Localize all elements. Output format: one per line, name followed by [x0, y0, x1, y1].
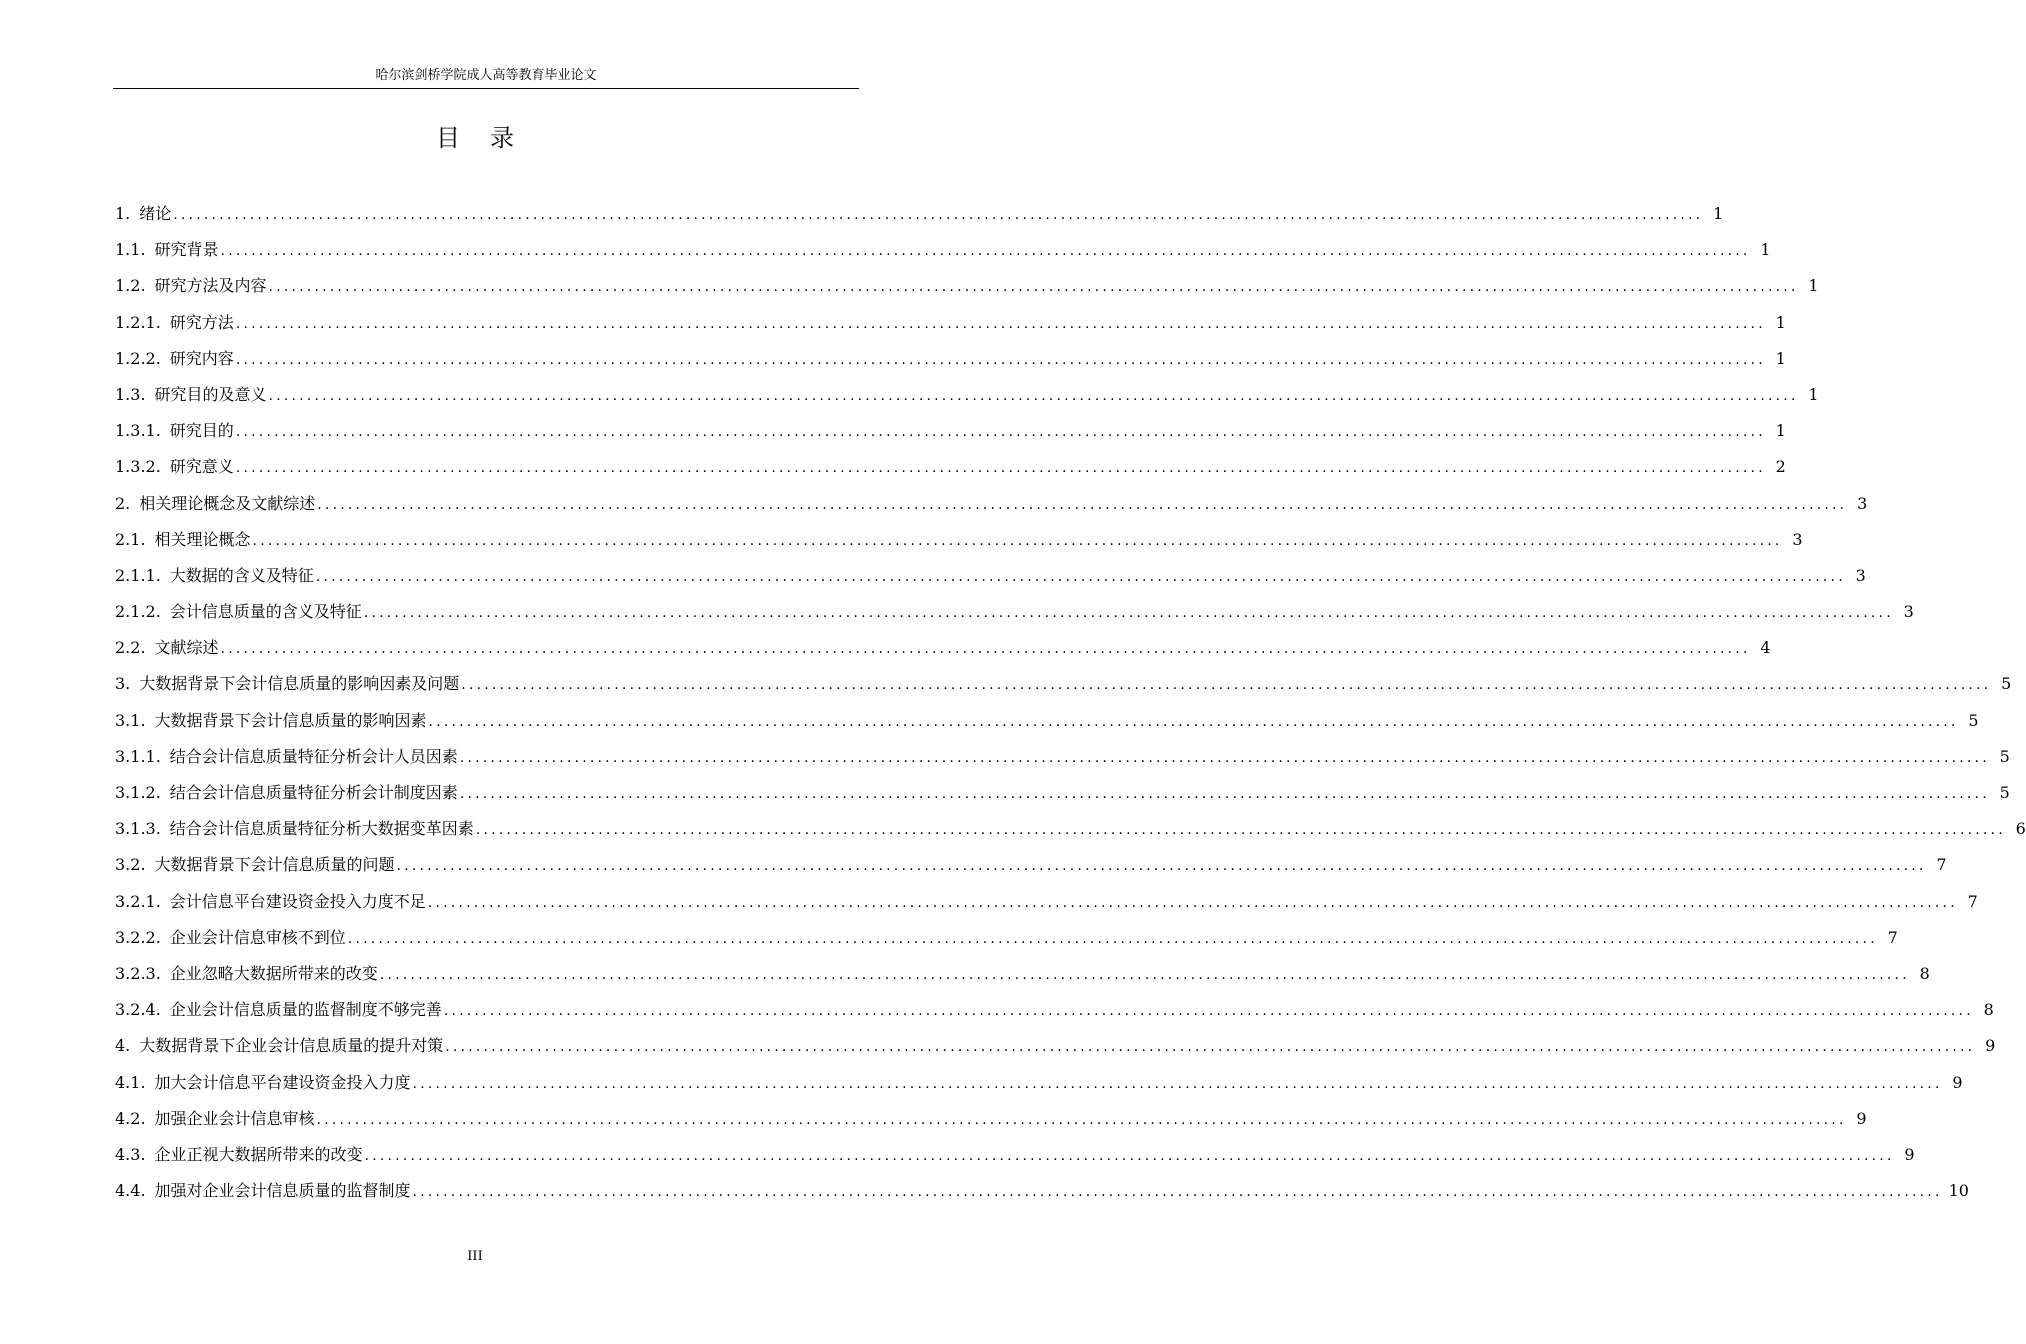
dot-leader: ........................................................................................................................................................................................................ [412, 1075, 1943, 1092]
toc-entry[interactable] [115, 345, 1786, 381]
dot-leader: ........................................................................................................................................................................................................ [379, 966, 1910, 983]
toc-entry-page: 9 [1904, 1144, 1915, 1164]
header-text: 哈尔滨剑桥学院成人高等教育毕业论文 [375, 68, 597, 83]
toc-entry-label: 企业会计信息质量的监督制度不够完善 [169, 1000, 442, 1020]
toc-entry-page: 5 [1999, 746, 2010, 766]
toc-entry[interactable] [115, 707, 1979, 743]
toc-entry[interactable] [115, 1141, 1915, 1177]
toc-entry-label: 结合会计信息质量特征分析大数据变革因素 [169, 819, 474, 839]
toc-entry-page: 1 [1760, 240, 1771, 260]
toc-entry-page: 9 [1985, 1036, 1996, 1056]
toc-entry[interactable] [115, 272, 1819, 308]
toc-entry-page: 5 [2001, 674, 2012, 694]
toc-entry-page: 9 [1856, 1108, 1867, 1128]
toc-entry[interactable] [115, 381, 1819, 417]
toc-entry[interactable] [115, 779, 2010, 815]
toc-entry-label: 结合会计信息质量特征分析会计制度因素 [169, 783, 458, 802]
toc-entry-page: 1 [1775, 312, 1786, 332]
toc-entry-page: 3 [1903, 602, 1914, 622]
dot-leader: ........................................................................................................................................................................................................ [235, 351, 1766, 368]
toc-entry-label: 相关理论概念 [154, 529, 251, 549]
toc-entry-number: 1. [115, 204, 131, 223]
toc-entry-page: 3 [1855, 565, 1866, 585]
dot-leader: ........................................................................................................................................................................................................ [235, 424, 1766, 441]
toc-entry-number: 2.1.2. [115, 602, 161, 622]
toc-entry-label: 大数据背景下会计信息质量的问题 [154, 855, 395, 875]
toc-entry[interactable] [115, 417, 1786, 453]
dot-leader: ........................................................................................................................................................................................................ [412, 1184, 1943, 1201]
toc-entry-page: 4 [1760, 638, 1771, 658]
toc-entry-label: 加强企业会计信息审核 [154, 1108, 315, 1128]
toc-entry-number: 3. [115, 674, 131, 694]
toc-entry-page: 6 [2015, 819, 2026, 839]
toc-entry-label: 会计信息平台建设资金投入力度不足 [169, 891, 426, 911]
dot-leader: ........................................................................................................................................................................................................ [235, 460, 1766, 477]
toc-entry-page: 2 [1775, 457, 1786, 477]
toc-entry[interactable] [115, 562, 1866, 598]
toc-entry[interactable] [115, 598, 1914, 634]
dot-leader: ........................................................................................................................................................................................................ [475, 822, 2006, 839]
dot-leader: ........................................................................................................................................................................................................ [428, 713, 1959, 730]
toc-entry-label: 绪论 [139, 204, 172, 223]
toc-entry-number: 3.1.1. [115, 746, 161, 766]
toc-entry-page: 7 [1887, 927, 1898, 947]
dot-leader: ........................................................................................................................................................................................................ [445, 1039, 1976, 1056]
dot-leader: ........................................................................................................................................................................................................ [459, 786, 1990, 802]
toc-entry-page: 3 [1857, 493, 1868, 513]
toc-entry-number: 3.2.4. [115, 1000, 161, 1020]
toc-entry-number: 3.2.2. [115, 927, 161, 947]
toc-entry-label: 加强对企业会计信息质量的监督制度 [154, 1181, 411, 1201]
toc-entry-page: 8 [1919, 963, 1930, 983]
toc-entry-number: 1.3.1. [115, 421, 161, 441]
toc-entry-number: 3.1.3. [115, 819, 161, 839]
page-number: III [467, 1249, 483, 1264]
page-footer [0, 1248, 950, 1266]
toc-entry-number: 2. [115, 493, 131, 513]
toc-entry-label: 研究内容 [169, 348, 234, 368]
toc-entry[interactable] [115, 200, 1724, 236]
toc-entry-page: 1 [1808, 276, 1819, 296]
toc-entry-page: 5 [1968, 710, 1979, 730]
dot-leader: ........................................................................................................................................................................................................ [315, 568, 1846, 585]
toc-entry-label: 大数据背景下会计信息质量的影响因素 [154, 710, 427, 730]
dot-leader: ........................................................................................................................................................................................................ [268, 387, 1799, 404]
dot-leader: ........................................................................................................................................................................................................ [235, 315, 1766, 332]
toc-entry-number: 3.1. [115, 710, 146, 730]
toc-entry-page: 1 [1808, 384, 1819, 404]
title-char-right: 录 [490, 124, 514, 152]
toc-entry-label: 研究方法及内容 [154, 276, 267, 296]
toc-entry[interactable] [115, 1032, 1996, 1068]
toc-entry[interactable] [115, 634, 1771, 670]
toc-entry[interactable] [115, 996, 1994, 1032]
toc-entry-page: 1 [1775, 348, 1786, 368]
toc-entry[interactable] [115, 888, 1978, 924]
toc-entry[interactable] [115, 743, 2010, 779]
toc-entry-label: 研究方法 [169, 312, 234, 332]
toc-entry[interactable] [115, 490, 1868, 526]
toc-entry-number: 2.1.1. [115, 565, 161, 585]
toc-entry-label: 研究背景 [154, 240, 219, 260]
toc-entry-number: 2.1. [115, 529, 146, 549]
toc-entry-label: 研究意义 [169, 457, 234, 477]
dot-leader: ........................................................................................................................................................................................................ [220, 641, 1751, 658]
toc-entry-label: 加大会计信息平台建设资金投入力度 [154, 1072, 411, 1092]
toc-entry-label: 相关理论概念及文献综述 [139, 493, 316, 513]
toc-entry-label: 企业会计信息审核不到位 [169, 927, 346, 947]
dot-leader: ........................................................................................................................................................................................................ [427, 894, 1958, 911]
toc-entry-number: 4.3. [115, 1144, 146, 1164]
toc-entry-number: 1.3. [115, 384, 146, 404]
dot-leader: ........................................................................................................................................................................................................ [363, 605, 1894, 622]
toc-entry-label: 会计信息质量的含义及特征 [169, 602, 362, 622]
toc-entry-label: 大数据背景下企业会计信息质量的提升对策 [139, 1036, 444, 1056]
toc-entry-number: 4.1. [115, 1072, 146, 1092]
toc-entry-number: 4. [115, 1036, 131, 1056]
toc-entry[interactable] [115, 670, 2012, 706]
toc-entry-number: 1.1. [115, 240, 146, 260]
dot-leader: ........................................................................................................................................................................................................ [173, 207, 1704, 223]
dot-leader: ........................................................................................................................................................................................................ [268, 279, 1799, 296]
toc-entry-page: 9 [1952, 1072, 1963, 1092]
toc-entry-page: 1 [1713, 204, 1724, 223]
dot-leader: ........................................................................................................................................................................................................ [461, 677, 1992, 694]
toc-entry-label: 研究目的 [169, 421, 234, 441]
toc-entry-number: 4.2. [115, 1108, 146, 1128]
dot-leader: ........................................................................................................................................................................................................ [252, 532, 1783, 549]
toc-entry-page: 8 [1983, 1000, 1994, 1020]
toc-entry-page: 10 [1948, 1181, 1969, 1201]
toc-entry[interactable] [115, 526, 1803, 562]
dot-leader: ........................................................................................................................................................................................................ [220, 243, 1751, 260]
toc-entry-page: 1 [1775, 421, 1786, 441]
toc-entry-page: 3 [1792, 529, 1803, 549]
toc-entry-number: 1.2. [115, 276, 146, 296]
page-title [0, 122, 950, 154]
toc-entry-page: 7 [1967, 891, 1978, 911]
dot-leader: ........................................................................................................................................................................................................ [316, 1111, 1847, 1128]
toc-entry-number: 3.2.1. [115, 891, 161, 911]
dot-leader: ........................................................................................................................................................................................................ [396, 858, 1927, 875]
toc-entry-number: 1.2.2. [115, 348, 161, 368]
dot-leader: ........................................................................................................................................................................................................ [443, 1003, 1974, 1020]
toc-entry-number: 3.2. [115, 855, 146, 875]
toc-entry-label: 结合会计信息质量特征分析会计人员因素 [169, 746, 458, 766]
toc-entry-label: 大数据的含义及特征 [169, 565, 314, 585]
toc-entry-number: 1.2.1. [115, 312, 161, 332]
toc-entry-page: 5 [1999, 783, 2010, 802]
toc-entry[interactable] [115, 924, 1898, 960]
toc-entry[interactable] [115, 960, 1930, 996]
toc-entry-label: 企业正视大数据所带来的改变 [154, 1144, 363, 1164]
toc-entry[interactable] [115, 815, 2026, 851]
dot-leader: ........................................................................................................................................................................................................ [364, 1147, 1895, 1164]
dot-leader: ........................................................................................................................................................................................................ [459, 749, 1990, 766]
toc-entry-label: 研究目的及意义 [154, 384, 267, 404]
toc-entry[interactable] [115, 1105, 1867, 1141]
dot-leader: ........................................................................................................................................................................................................ [317, 496, 1848, 513]
toc-entry[interactable] [115, 1069, 1963, 1105]
toc-entry[interactable] [115, 236, 1771, 272]
dot-leader: ........................................................................................................................................................................................................ [347, 930, 1878, 947]
toc-entry-number: 3.1.2. [115, 783, 161, 802]
table-of-contents [115, 200, 2026, 1213]
toc-entry-label: 企业忽略大数据所带来的改变 [169, 963, 378, 983]
toc-entry[interactable] [115, 309, 1786, 345]
toc-entry-number: 1.3.2. [115, 457, 161, 477]
toc-entry[interactable] [115, 851, 1947, 887]
toc-entry-label: 文献综述 [154, 638, 219, 658]
toc-entry[interactable] [115, 453, 1786, 489]
toc-entry-page: 7 [1936, 855, 1947, 875]
page-header [113, 66, 859, 89]
toc-entry-number: 3.2.3. [115, 963, 161, 983]
title-char-left: 目 [436, 124, 460, 152]
toc-entry-number: 4.4. [115, 1181, 146, 1201]
toc-entry-label: 大数据背景下会计信息质量的影响因素及问题 [139, 674, 460, 694]
toc-entry-number: 2.2. [115, 638, 146, 658]
toc-entry[interactable] [115, 1177, 1969, 1213]
